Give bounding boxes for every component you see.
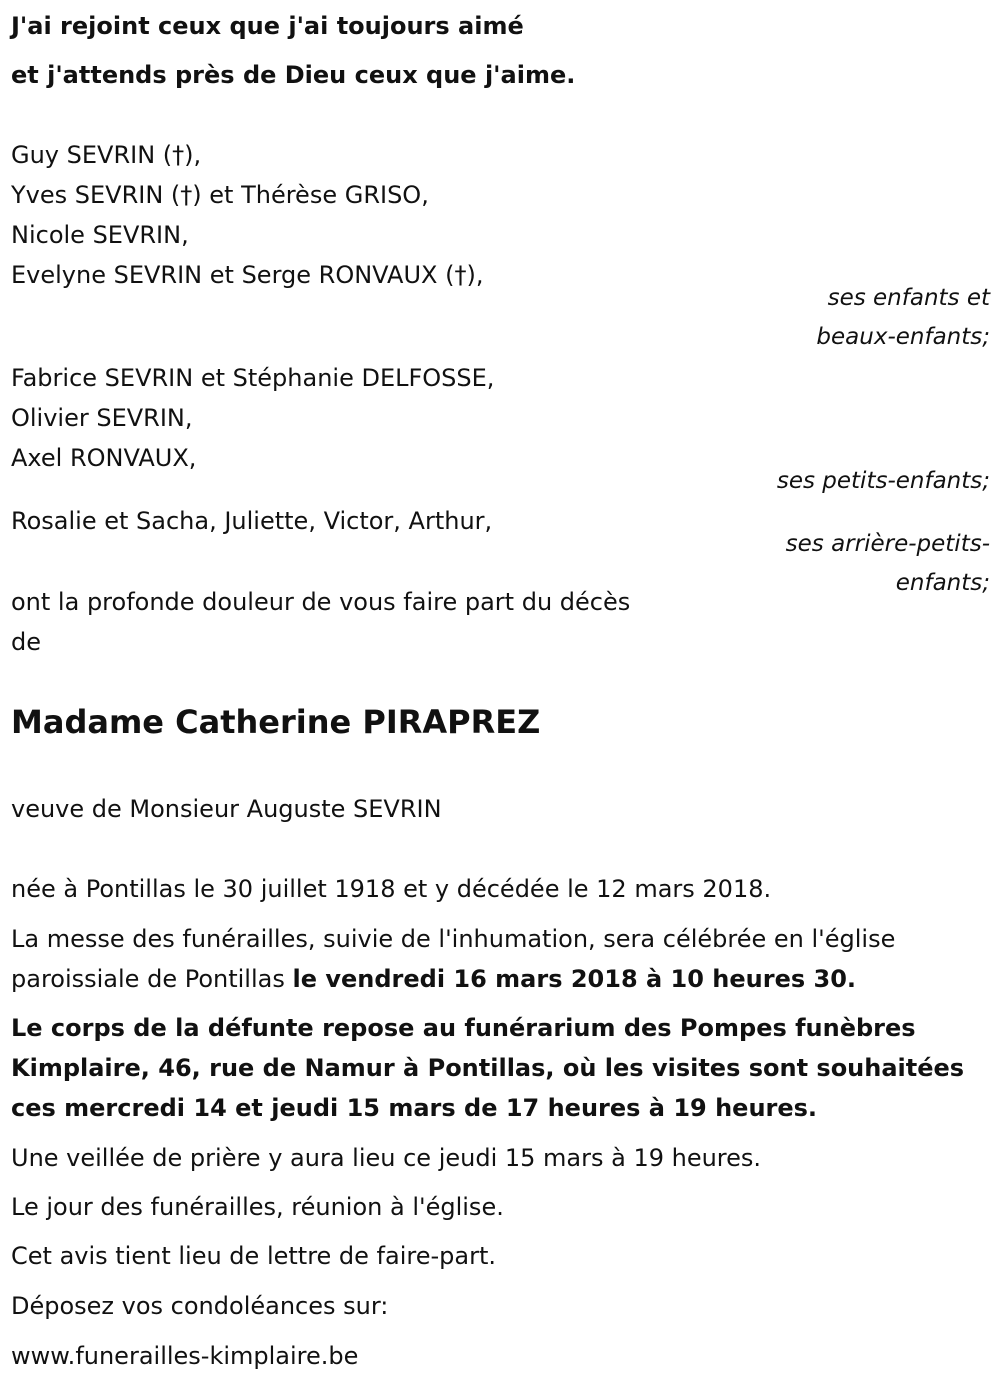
children-line: Guy SEVRIN (†), xyxy=(11,141,202,169)
condolences-label: Déposez vos condoléances sur: xyxy=(11,1292,389,1320)
vigil: Une veillée de prière y aura lieu ce jeudi 15 mars à 19 heures. xyxy=(11,1144,762,1172)
mass-line-2 xyxy=(11,959,856,999)
meeting: Le jour des funérailles, réunion à l'église. xyxy=(11,1193,504,1221)
announcement-line-2: de xyxy=(11,628,41,656)
website-link[interactable]: www.funerailles-kimplaire.be xyxy=(11,1342,359,1370)
notice: Cet avis tient lieu de lettre de faire-part. xyxy=(11,1242,496,1270)
birth-death: née à Pontillas le 30 juillet 1918 et y décédée le 12 mars 2018. xyxy=(11,875,772,903)
epitaph-line-2: et j'attends près de Dieu ceux que j'aime. xyxy=(11,61,576,89)
children-label: ses enfants et xyxy=(827,285,990,311)
mass-date: le vendredi 16 mars 2018 à 10 heures 30. xyxy=(292,965,857,993)
epitaph-line-1: J'ai rejoint ceux que j'ai toujours aimé xyxy=(11,12,524,40)
body-line-2: Kimplaire, 46, rue de Namur à Pontillas, où les visites sont souhaitées xyxy=(11,1054,965,1082)
grandchildren-label: ses petits-enfants; xyxy=(776,468,990,494)
widow-of: veuve de Monsieur Auguste SEVRIN xyxy=(11,795,442,823)
mass-line-1: La messe des funérailles, suivie de l'inhumation, sera célébrée en l'église xyxy=(11,925,896,953)
grandchildren-line: Olivier SEVRIN, xyxy=(11,404,193,432)
mass-line-2-prefix: paroissiale de Pontillas xyxy=(11,965,293,993)
great-grandchildren-label: ses arrière-petits- xyxy=(785,531,990,557)
announcement-line-1: ont la profonde douleur de vous faire part du décès xyxy=(11,588,631,616)
great-grandchildren-label-2: enfants; xyxy=(895,570,990,596)
children-label-2: beaux-enfants; xyxy=(816,324,990,350)
body-line-3: ces mercredi 14 et jeudi 15 mars de 17 heures à 19 heures. xyxy=(11,1094,818,1122)
body-line-1: Le corps de la défunte repose au funérarium des Pompes funèbres xyxy=(11,1014,916,1042)
grandchildren-line: Axel RONVAUX, xyxy=(11,444,197,472)
grandchildren-line: Fabrice SEVRIN et Stéphanie DELFOSSE, xyxy=(11,364,495,392)
children-line: Yves SEVRIN (†) et Thérèse GRISO, xyxy=(11,181,429,209)
children-line: Nicole SEVRIN, xyxy=(11,221,189,249)
children-line: Evelyne SEVRIN et Serge RONVAUX (†), xyxy=(11,261,484,289)
deceased-name: Madame Catherine PIRAPREZ xyxy=(11,703,541,741)
great-grandchildren-line: Rosalie et Sacha, Juliette, Victor, Arthur, xyxy=(11,507,493,535)
